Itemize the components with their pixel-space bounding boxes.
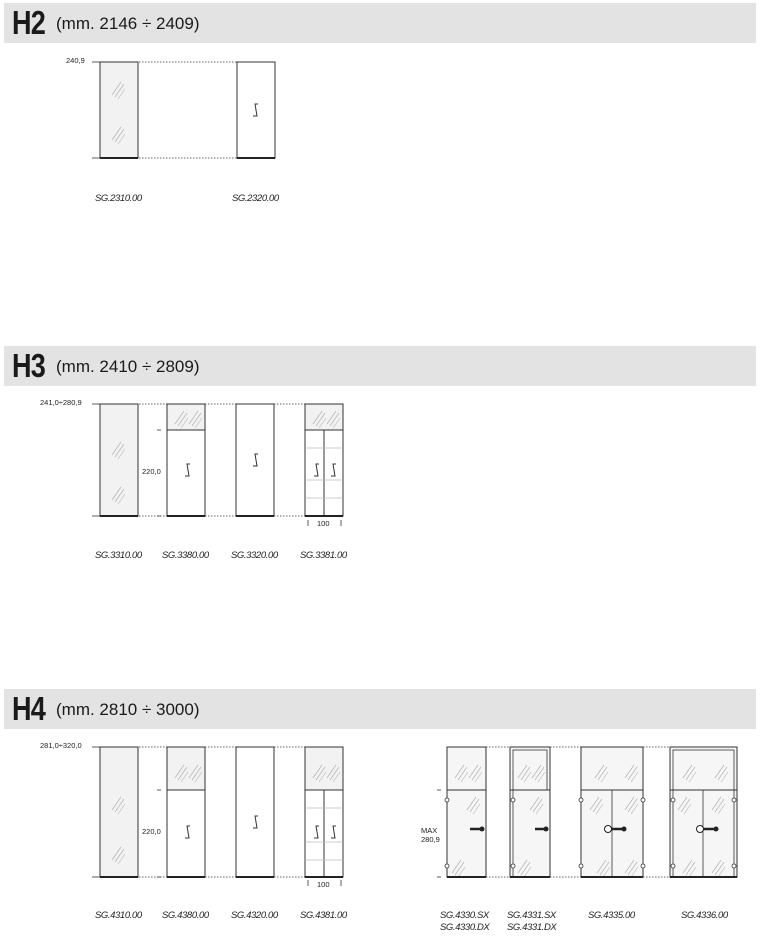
h3-drawings	[92, 404, 343, 526]
module-width-label-h3: 100	[317, 519, 330, 528]
panel-sg-4381	[305, 747, 343, 886]
panel-sg-4320	[236, 747, 274, 877]
panel-sg-2320	[237, 62, 275, 158]
product-code: SG.4310.00	[95, 910, 142, 921]
section-code: H3	[12, 347, 45, 384]
section-range: (mm. 2146 ÷ 2409)	[56, 14, 200, 33]
product-code: SG.3381.00	[300, 550, 347, 561]
panel-sg-4380	[167, 747, 205, 877]
max-height-label-h4: MAX 280,9	[421, 826, 440, 844]
section-range: (mm. 2410 ÷ 2809)	[56, 357, 200, 376]
panel-sg-3320	[236, 404, 274, 516]
product-code: SG.3380.00	[162, 550, 209, 561]
panel-sg-4330	[445, 747, 486, 877]
section-range: (mm. 2810 ÷ 3000)	[56, 700, 200, 719]
product-code: SG.4330.DX	[440, 922, 490, 933]
module-width-label-h4: 100	[317, 880, 330, 889]
product-code: SG.2320.00	[232, 193, 279, 204]
door-height-label-h4: 220,0	[142, 827, 161, 836]
panel-sg-3380	[167, 404, 205, 516]
product-code: SG.4335.00	[588, 910, 635, 921]
product-code: SG.3320.00	[231, 550, 278, 561]
product-code: SG.4331.DX	[507, 922, 557, 933]
product-code: SG.2310.00	[95, 193, 142, 204]
product-code: SG.4330.SX	[440, 910, 489, 921]
height-label-h4: 281,0÷320,0	[40, 741, 82, 750]
panel-sg-3381	[305, 404, 343, 526]
section-code: H2	[12, 4, 45, 41]
panel-sg-4310	[100, 747, 138, 877]
panel-sg-4336	[670, 747, 737, 877]
door-height-label-h3: 220,0	[142, 467, 161, 476]
h2-drawings	[92, 62, 275, 158]
product-code: SG.4380.00	[162, 910, 209, 921]
panel-sg-4331	[510, 747, 550, 877]
product-code: SG.4336.00	[681, 910, 728, 921]
panel-sg-3310	[100, 404, 138, 516]
product-code: SG.4320.00	[231, 910, 278, 921]
product-code: SG.4381.00	[300, 910, 347, 921]
panel-sg-4335	[579, 747, 645, 877]
product-code: SG.3310.00	[95, 550, 142, 561]
product-code: SG.4331.SX	[507, 910, 556, 921]
height-label-h2: 240,9	[66, 56, 85, 65]
section-code: H4	[12, 690, 45, 727]
height-label-h3: 241,0÷280,9	[40, 398, 82, 407]
h4-drawings	[92, 747, 737, 886]
panel-sg-2310	[100, 62, 138, 158]
